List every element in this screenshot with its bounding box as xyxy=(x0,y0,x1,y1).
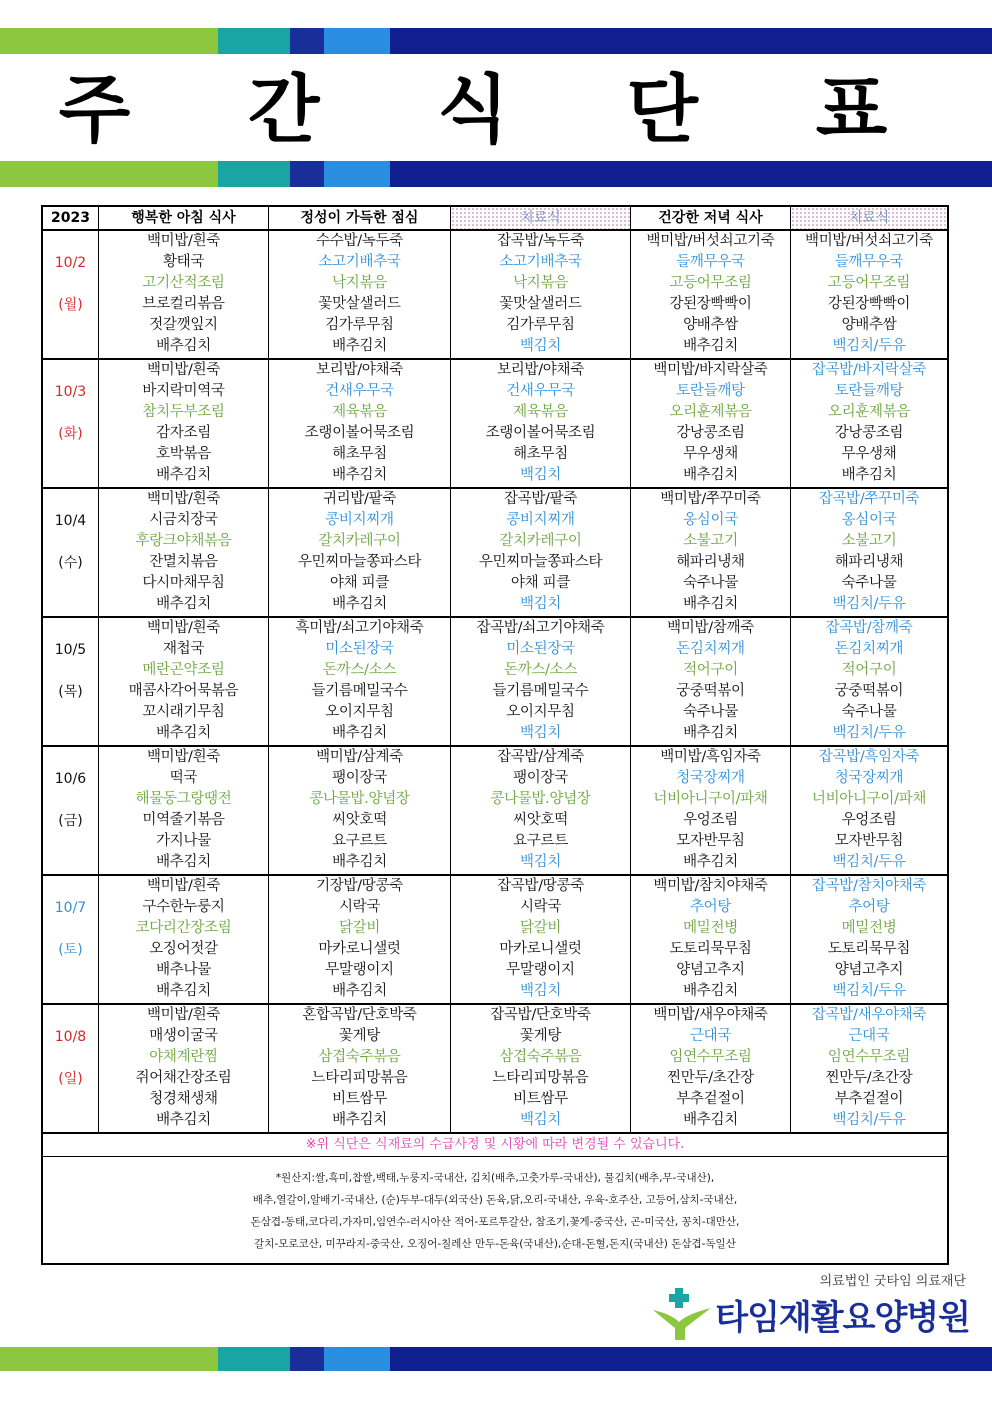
menu-item: 들깨무우국 xyxy=(676,254,745,270)
origin-line: 돈삼겹-동태,코다리,가자미,임연수-러시아산 적어-포르투갈산, 참조기,꽃게-중국산, 곤-미국산, 꽁치-대만산, xyxy=(250,1216,740,1228)
menu-item: 백김치 xyxy=(519,596,562,612)
notice: ※위 식단은 식재료의 수급사정 및 시황에 따라 변경될 수 있습니다. xyxy=(43,1134,947,1157)
menu-item: 백김치 xyxy=(519,338,562,354)
menu-item: 혼합곡밥/단호박죽 xyxy=(302,1007,417,1023)
hospital-name: 타임재활요양병원 xyxy=(715,1297,970,1338)
menu-item: 배추김치 xyxy=(156,596,211,612)
menu-item: 메밀전병 xyxy=(841,920,897,936)
weekday: (일) xyxy=(58,1071,83,1087)
menu-cell-therapy1 xyxy=(451,231,631,358)
bottom-stripe xyxy=(0,1347,992,1371)
menu-item: 브로컬리볶음 xyxy=(142,296,225,312)
menu-item: 임연수무조림 xyxy=(827,1049,911,1065)
hospital-logo xyxy=(651,1288,970,1340)
menu-item: 너비아니구이/파채 xyxy=(653,791,768,807)
menu-item: 꼬시래기무침 xyxy=(142,704,225,720)
day-row xyxy=(43,489,947,618)
menu-cell-lunch xyxy=(269,489,451,616)
menu-item: 야채 피클 xyxy=(329,575,390,591)
menu-item: 꽃맛살샐러드 xyxy=(318,296,401,312)
menu-item: 꽃게탕 xyxy=(519,1028,562,1044)
menu-item: 배추김치 xyxy=(332,1112,387,1128)
menu-cell-breakfast xyxy=(99,1005,269,1132)
menu-item: 근대국 xyxy=(848,1028,890,1044)
menu-item: 매콤사각어묵볶음 xyxy=(128,683,239,699)
date: 10/3 xyxy=(54,384,87,400)
menu-item: 잡곡밥/새우야채죽 xyxy=(811,1007,927,1023)
menu-item: 백미밥/흰죽 xyxy=(146,620,221,636)
menu-item: 오이지무침 xyxy=(506,704,575,720)
menu-item: 잔멸치볶음 xyxy=(149,554,218,570)
menu-item: 황태국 xyxy=(162,254,205,270)
menu-item: 배추김치 xyxy=(683,596,738,612)
menu-item: 백미밥/삼계죽 xyxy=(316,749,403,765)
menu-item: 찐만두/초간장 xyxy=(667,1070,754,1086)
menu-item: 배추김치 xyxy=(332,596,387,612)
menu-item: 무우생채 xyxy=(683,446,738,462)
menu-item: 구수한누룽지 xyxy=(142,899,225,915)
menu-item: 백김치/두유 xyxy=(832,338,906,354)
menu-cell-therapy2 xyxy=(791,876,947,1003)
page-title: 주 간 식 단 표 xyxy=(58,67,934,153)
menu-item: 해초무침 xyxy=(332,446,387,462)
menu-item: 청경채생채 xyxy=(149,1091,218,1107)
weekly-menu-table xyxy=(41,205,949,1265)
menu-item: 백미밥/흰죽 xyxy=(146,1007,221,1023)
date: 10/2 xyxy=(54,255,87,271)
menu-item: 궁중떡볶이 xyxy=(834,683,904,699)
menu-item: 숙주나물 xyxy=(683,704,738,720)
menu-item: 잡곡밥/녹두죽 xyxy=(497,233,584,249)
menu-item: 백미밥/흰죽 xyxy=(146,491,221,507)
menu-item: 너비아니구이/파채 xyxy=(811,791,927,807)
weekday: (토) xyxy=(58,942,83,958)
menu-item: 청국장찌개 xyxy=(834,770,904,786)
menu-item: 배추김치 xyxy=(332,854,387,870)
menu-item: 양념고추지 xyxy=(676,962,745,978)
menu-item: 적어구이 xyxy=(841,662,897,678)
menu-item: 시금치장국 xyxy=(149,512,218,528)
menu-cell-dinner xyxy=(631,489,791,616)
menu-item: 마카로니샐럿 xyxy=(499,941,582,957)
menu-cell-dinner xyxy=(631,747,791,874)
menu-item: 고등어무조림 xyxy=(669,275,752,291)
menu-item: 무말랭이지 xyxy=(506,962,575,978)
menu-item: 토란들깨탕 xyxy=(834,383,904,399)
date-cell xyxy=(43,360,99,487)
menu-item: 소불고기 xyxy=(841,533,897,549)
menu-item: 백미밥/쭈꾸미죽 xyxy=(660,491,761,507)
origin-line: 갈치-모로코산, 미꾸라지-중국산, 오징어-칠레산 만두-돈육(국내산),순대-돈혈,돈지(국내산) 돈삼겹-독일산 xyxy=(254,1238,736,1250)
menu-item: 미역줄기볶음 xyxy=(142,812,225,828)
menu-item: 백김치/두유 xyxy=(832,1112,906,1128)
menu-item: 우엉조림 xyxy=(841,812,897,828)
menu-item: 삼겹숙주볶음 xyxy=(318,1049,401,1065)
menu-cell-therapy1 xyxy=(451,876,631,1003)
menu-item: 오이지무침 xyxy=(325,704,394,720)
menu-item: 오징어젓갈 xyxy=(149,941,218,957)
menu-cell-therapy2 xyxy=(791,231,947,358)
menu-item: 잡곡밥/팥죽 xyxy=(503,491,578,507)
weekday: (금) xyxy=(58,813,83,829)
menu-item: 호박볶음 xyxy=(156,446,211,462)
menu-item: 무우생채 xyxy=(841,446,897,462)
menu-item: 배추나물 xyxy=(156,962,211,978)
menu-item: 시락국 xyxy=(519,899,562,915)
menu-item: 콩나물밥.양념장 xyxy=(490,791,591,807)
date: 10/5 xyxy=(54,642,87,658)
menu-item: 느타리피망볶음 xyxy=(492,1070,589,1086)
menu-item: 해초무침 xyxy=(513,446,568,462)
menu-item: 백미밥/흑임자죽 xyxy=(660,749,761,765)
menu-item: 제육볶음 xyxy=(332,404,387,420)
menu-item: 흑미밥/쇠고기야채죽 xyxy=(295,620,424,636)
menu-item: 떡국 xyxy=(169,770,198,786)
menu-cell-breakfast xyxy=(99,747,269,874)
menu-item: 콩비지찌개 xyxy=(506,512,575,528)
menu-item: 마카로니샐럿 xyxy=(318,941,401,957)
date-cell xyxy=(43,747,99,874)
menu-item: 우민찌마늘쫑파스타 xyxy=(297,554,422,570)
title-under-stripe xyxy=(0,161,992,187)
menu-item: 모자반무침 xyxy=(676,833,745,849)
menu-item: 닭갈비 xyxy=(519,920,562,936)
header-year: 2023 xyxy=(43,207,99,229)
menu-item: 오리훈제볶음 xyxy=(827,404,911,420)
date: 10/6 xyxy=(54,771,87,787)
date-cell xyxy=(43,489,99,616)
menu-item: 김가루무침 xyxy=(325,317,394,333)
menu-item: 씨앗호떡 xyxy=(513,812,568,828)
menu-item: 우민찌마늘쫑파스타 xyxy=(478,554,603,570)
menu-cell-therapy1 xyxy=(451,360,631,487)
date: 10/4 xyxy=(54,513,87,529)
menu-item: 꽃게탕 xyxy=(338,1028,381,1044)
menu-item: 제육볶음 xyxy=(513,404,568,420)
menu-item: 잡곡밥/흑임자죽 xyxy=(818,749,920,765)
menu-item: 씨앗호떡 xyxy=(332,812,387,828)
menu-cell-breakfast xyxy=(99,618,269,745)
date-cell xyxy=(43,231,99,358)
menu-item: 강낭콩조림 xyxy=(676,425,745,441)
menu-item: 부추겉절이 xyxy=(676,1091,745,1107)
header-dinner: 건강한 저녁 식사 xyxy=(631,207,791,229)
menu-item: 토란들깨탕 xyxy=(676,383,745,399)
menu-item: 근대국 xyxy=(689,1028,732,1044)
date-cell xyxy=(43,1005,99,1132)
menu-item: 백미밥/버섯쇠고기죽 xyxy=(805,233,933,249)
menu-item: 배추김치 xyxy=(332,983,387,999)
menu-item: 도토리묵무침 xyxy=(827,941,911,957)
menu-cell-therapy1 xyxy=(451,747,631,874)
menu-item: 옹심이국 xyxy=(683,512,738,528)
menu-item: 해파리냉채 xyxy=(834,554,904,570)
weekday: (월) xyxy=(58,297,83,313)
menu-item: 요구르트 xyxy=(513,833,568,849)
day-row xyxy=(43,231,947,360)
menu-item: 배추김치 xyxy=(156,725,211,741)
weekday: (목) xyxy=(58,684,83,700)
weekday: (수) xyxy=(58,555,83,571)
table-header xyxy=(43,207,947,231)
menu-item: 배추김치 xyxy=(156,854,211,870)
top-stripe xyxy=(0,28,992,54)
menu-item: 소고기배추국 xyxy=(318,254,401,270)
menu-item: 갈치카레구이 xyxy=(318,533,401,549)
menu-item: 양배추쌈 xyxy=(683,317,738,333)
menu-cell-breakfast xyxy=(99,876,269,1003)
menu-item: 모자반무침 xyxy=(834,833,904,849)
menu-item: 감자조림 xyxy=(156,425,211,441)
menu-item: 백미밥/흰죽 xyxy=(146,749,221,765)
menu-item: 백미밥/새우야채죽 xyxy=(653,1007,768,1023)
menu-item: 다시마채무침 xyxy=(142,575,225,591)
menu-item: 무말랭이지 xyxy=(325,962,394,978)
menu-cell-therapy1 xyxy=(451,618,631,745)
menu-item: 백미밥/흰죽 xyxy=(146,233,221,249)
menu-item: 수수밥/녹두죽 xyxy=(316,233,403,249)
menu-item: 적어구이 xyxy=(683,662,738,678)
menu-item: 배추김치 xyxy=(683,467,738,483)
menu-item: 배추김치 xyxy=(156,338,211,354)
menu-item: 배추김치 xyxy=(332,338,387,354)
menu-item: 돈까스/소스 xyxy=(503,662,578,678)
date: 10/7 xyxy=(54,900,87,916)
menu-item: 옹심이국 xyxy=(841,512,897,528)
menu-cell-lunch xyxy=(269,747,451,874)
menu-cell-dinner xyxy=(631,231,791,358)
day-row xyxy=(43,747,947,876)
date: 10/8 xyxy=(54,1029,87,1045)
menu-cell-therapy2 xyxy=(791,618,947,745)
menu-item: 잡곡밥/참깨죽 xyxy=(825,620,913,636)
menu-item: 백미밥/참깨죽 xyxy=(667,620,754,636)
menu-item: 건새우무국 xyxy=(325,383,394,399)
menu-item: 백김치 xyxy=(519,725,562,741)
menu-item: 돈김치찌개 xyxy=(834,641,904,657)
day-rows xyxy=(43,231,947,1134)
menu-item: 백미밥/바지락살죽 xyxy=(653,362,768,378)
menu-item: 백김치/두유 xyxy=(832,983,906,999)
menu-item: 백김치 xyxy=(519,1112,562,1128)
menu-item: 비트쌈무 xyxy=(332,1091,387,1107)
menu-item: 고기산적조림 xyxy=(142,275,225,291)
header-therapy-dinner: 치료식 xyxy=(791,207,947,229)
menu-item: 잡곡밥/삼계죽 xyxy=(497,749,584,765)
menu-item: 잡곡밥/쇠고기야채죽 xyxy=(476,620,605,636)
menu-item: 바지락미역국 xyxy=(142,383,225,399)
menu-item: 백미밥/흰죽 xyxy=(146,362,221,378)
menu-item: 궁중떡볶이 xyxy=(676,683,745,699)
menu-item: 매생이굴국 xyxy=(149,1028,218,1044)
cross-person-icon xyxy=(651,1288,713,1340)
menu-item: 백김치 xyxy=(519,854,562,870)
menu-item: 소고기배추국 xyxy=(499,254,582,270)
menu-item: 해파리냉채 xyxy=(676,554,745,570)
menu-cell-therapy2 xyxy=(791,1005,947,1132)
menu-item: 들기름메밀국수 xyxy=(311,683,408,699)
menu-item: 닭갈비 xyxy=(338,920,381,936)
menu-cell-therapy1 xyxy=(451,489,631,616)
menu-item: 잡곡밥/참치야채죽 xyxy=(811,878,927,894)
menu-item: 추어탕 xyxy=(848,899,890,915)
menu-item: 잡곡밥/땅콩죽 xyxy=(497,878,584,894)
menu-item: 오리훈제볶음 xyxy=(669,404,752,420)
menu-item: 돈까스/소스 xyxy=(322,662,397,678)
menu-item: 느타리피망볶음 xyxy=(311,1070,408,1086)
menu-item: 콩비지찌개 xyxy=(325,512,394,528)
day-row xyxy=(43,360,947,489)
menu-item: 잡곡밥/바지락살죽 xyxy=(811,362,927,378)
foundation-name: 의료법인 굿타임 의료재단 xyxy=(819,1274,966,1289)
menu-item: 잡곡밥/단호박죽 xyxy=(490,1007,591,1023)
menu-item: 조랭이볼어묵조림 xyxy=(304,425,415,441)
menu-item: 백김치/두유 xyxy=(832,596,906,612)
day-row xyxy=(43,876,947,1005)
menu-item: 배추김치 xyxy=(841,467,897,483)
menu-item: 강낭콩조림 xyxy=(834,425,904,441)
menu-item: 재첩국 xyxy=(162,641,205,657)
menu-item: 해물동그랑땡전 xyxy=(135,791,232,807)
menu-item: 코다리간장조림 xyxy=(135,920,232,936)
header-lunch: 정성이 가득한 점심 xyxy=(269,207,451,229)
menu-cell-breakfast xyxy=(99,360,269,487)
menu-item: 양념고추지 xyxy=(834,962,904,978)
menu-item: 쥐어채간장조림 xyxy=(135,1070,232,1086)
menu-cell-dinner xyxy=(631,876,791,1003)
menu-item: 추어탕 xyxy=(689,899,732,915)
menu-item: 참치두부조림 xyxy=(142,404,225,420)
menu-item: 콩나물밥.양념장 xyxy=(309,791,410,807)
menu-item: 야채 피클 xyxy=(510,575,571,591)
menu-item: 배추김치 xyxy=(683,983,738,999)
menu-item: 배추김치 xyxy=(156,467,211,483)
menu-cell-lunch xyxy=(269,1005,451,1132)
menu-item: 건새우무국 xyxy=(506,383,575,399)
menu-item: 꽃맛살샐러드 xyxy=(499,296,582,312)
menu-item: 미소된장국 xyxy=(506,641,575,657)
menu-item: 들깨무우국 xyxy=(834,254,904,270)
menu-item: 우엉조림 xyxy=(683,812,738,828)
menu-item: 백김치/두유 xyxy=(832,725,906,741)
menu-item: 팽이장국 xyxy=(513,770,568,786)
menu-item: 강된장빡빡이 xyxy=(827,296,911,312)
menu-item: 부추겉절이 xyxy=(834,1091,904,1107)
menu-cell-dinner xyxy=(631,360,791,487)
origin-line: *원산지:쌀,흑미,찹쌀,백태,누룽지-국내산, 김치(배추,고춧가루-국내산), 물김치(배추,무-국내산), xyxy=(275,1172,715,1184)
weekday: (화) xyxy=(58,426,83,442)
menu-item: 소불고기 xyxy=(683,533,738,549)
menu-item: 시락국 xyxy=(338,899,381,915)
menu-item: 찐만두/초간장 xyxy=(825,1070,913,1086)
menu-cell-lunch xyxy=(269,360,451,487)
menu-item: 야채계란찜 xyxy=(149,1049,218,1065)
menu-item: 메밀전병 xyxy=(683,920,738,936)
menu-cell-therapy1 xyxy=(451,1005,631,1132)
menu-item: 도토리묵무침 xyxy=(669,941,752,957)
menu-item: 보리밥/야채죽 xyxy=(316,362,403,378)
menu-item: 요구르트 xyxy=(332,833,387,849)
origin-info xyxy=(43,1157,947,1255)
menu-item: 배추김치 xyxy=(156,983,211,999)
menu-item: 배추김치 xyxy=(683,1112,738,1128)
menu-cell-lunch xyxy=(269,231,451,358)
menu-item: 귀리밥/팥죽 xyxy=(322,491,397,507)
day-row xyxy=(43,618,947,747)
menu-cell-dinner xyxy=(631,1005,791,1132)
menu-item: 기장밥/땅콩죽 xyxy=(316,878,403,894)
menu-item: 양배추쌈 xyxy=(841,317,897,333)
date-cell xyxy=(43,618,99,745)
menu-item: 배추김치 xyxy=(332,467,387,483)
menu-cell-therapy2 xyxy=(791,747,947,874)
menu-item: 돈김치찌개 xyxy=(676,641,745,657)
menu-item: 숙주나물 xyxy=(841,704,897,720)
menu-cell-breakfast xyxy=(99,489,269,616)
menu-cell-lunch xyxy=(269,618,451,745)
menu-item: 백미밥/흰죽 xyxy=(146,878,221,894)
origin-line: 배추,열갈이,알배기-국내산, (순)두부-대두(외국산) 돈육,닭,오리-국내산, 우육-호주산, 고등어,삼치-국내산, xyxy=(252,1194,738,1206)
menu-item: 갈치카레구이 xyxy=(499,533,582,549)
menu-cell-dinner xyxy=(631,618,791,745)
menu-item: 낙지볶음 xyxy=(513,275,568,291)
menu-item: 배추김치 xyxy=(332,725,387,741)
menu-item: 잡곡밥/쭈꾸미죽 xyxy=(818,491,920,507)
menu-item: 비트쌈무 xyxy=(513,1091,568,1107)
menu-item: 배추김치 xyxy=(683,725,738,741)
menu-item: 백김치/두유 xyxy=(832,854,906,870)
menu-item: 가지나물 xyxy=(156,833,211,849)
menu-cell-therapy2 xyxy=(791,489,947,616)
menu-item: 배추김치 xyxy=(156,1112,211,1128)
menu-cell-breakfast xyxy=(99,231,269,358)
menu-item: 팽이장국 xyxy=(332,770,387,786)
date-cell xyxy=(43,876,99,1003)
header-breakfast: 행복한 아침 식사 xyxy=(99,207,269,229)
menu-item: 백김치 xyxy=(519,467,562,483)
menu-item: 숙주나물 xyxy=(841,575,897,591)
menu-item: 숙주나물 xyxy=(683,575,738,591)
menu-item: 배추김치 xyxy=(683,854,738,870)
menu-item: 백미밥/참치야채죽 xyxy=(653,878,768,894)
menu-cell-therapy2 xyxy=(791,360,947,487)
menu-item: 김가루무침 xyxy=(506,317,575,333)
menu-item: 강된장빡빡이 xyxy=(669,296,752,312)
menu-item: 보리밥/야채죽 xyxy=(497,362,584,378)
menu-item: 임연수무조림 xyxy=(669,1049,752,1065)
menu-item: 메란곤약조림 xyxy=(142,662,225,678)
day-row xyxy=(43,1005,947,1134)
menu-item: 삼겹숙주볶음 xyxy=(499,1049,582,1065)
menu-item: 후랑크야채볶음 xyxy=(135,533,232,549)
menu-item: 젓갈깻잎지 xyxy=(149,317,218,333)
menu-item: 들기름메밀국수 xyxy=(492,683,589,699)
menu-item: 백미밥/버섯쇠고기죽 xyxy=(646,233,775,249)
menu-item: 배추김치 xyxy=(683,338,738,354)
menu-item: 백김치 xyxy=(519,983,562,999)
menu-item: 낙지볶음 xyxy=(332,275,387,291)
header-therapy-lunch: 치료식 xyxy=(451,207,631,229)
menu-item: 청국장찌개 xyxy=(676,770,745,786)
menu-cell-lunch xyxy=(269,876,451,1003)
menu-item: 조랭이볼어묵조림 xyxy=(485,425,596,441)
menu-item: 고등어무조림 xyxy=(827,275,911,291)
menu-item: 미소된장국 xyxy=(325,641,394,657)
